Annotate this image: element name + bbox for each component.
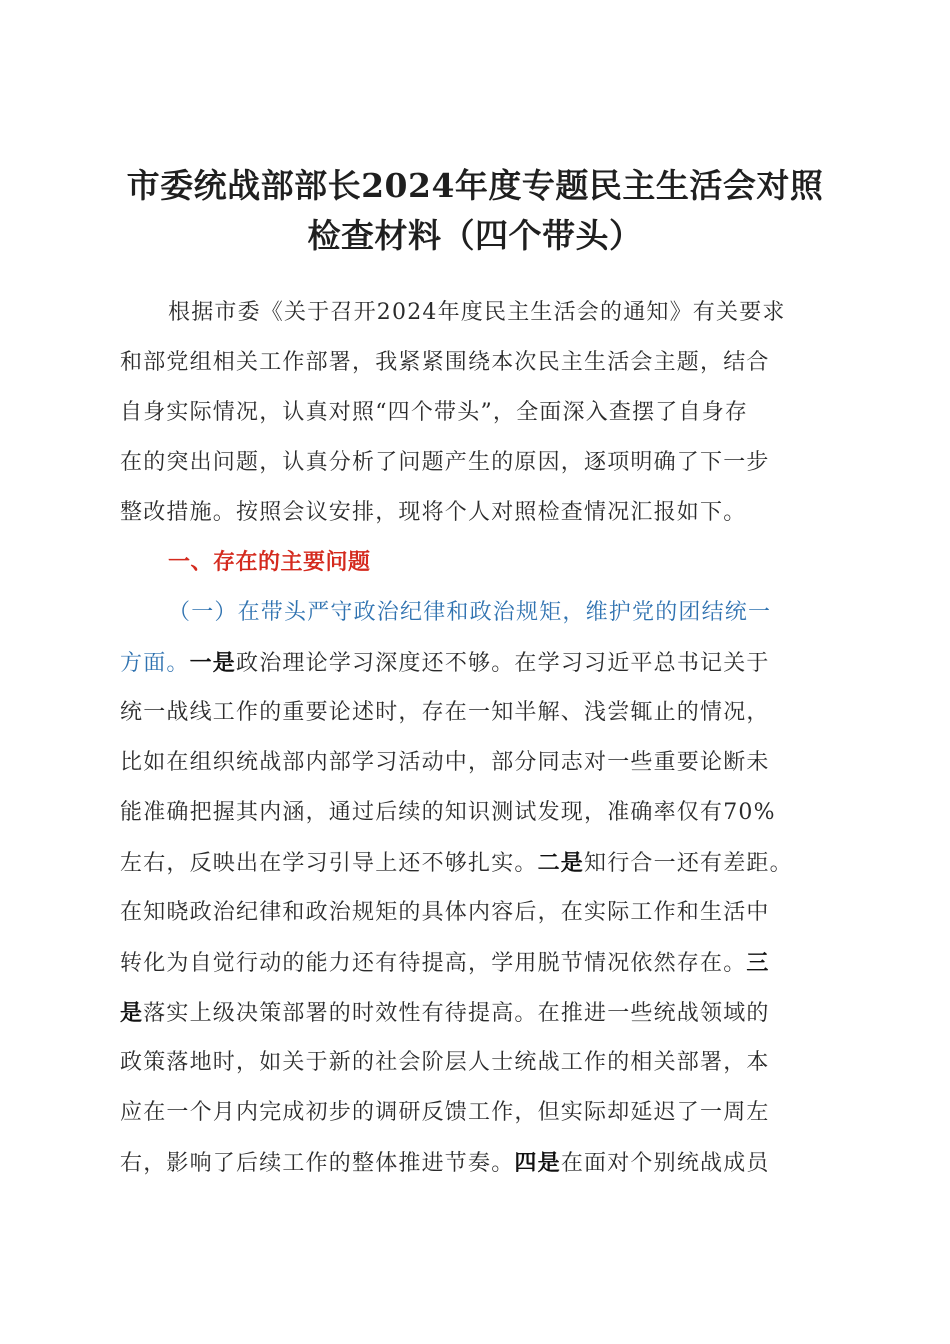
intro-line-2: 和部党组相关工作部署，我紧紧围绕本次民主生活会主题，结合	[120, 350, 770, 375]
intro-line-5: 整改措施。按照会议安排，现将个人对照检查情况汇报如下。	[120, 500, 747, 525]
body-line-16	[120, 848, 832, 878]
subsection-heading-line-2: 方面。	[120, 651, 190, 676]
subsection-heading-line-1: （一）在带头严守政治纪律和政治规矩，维护党的团结统一	[168, 600, 772, 625]
point-marker-2: 二是	[537, 850, 585, 876]
body-line-22	[120, 1148, 832, 1178]
body-line-21: 应在一个月内完成初步的调研反馈工作，但实际却延迟了一周左	[120, 1100, 770, 1125]
body-line-20: 政策落地时，如关于新的社会阶层人士统战工作的相关部署，本	[120, 1050, 770, 1075]
point-marker-4: 四是	[514, 1150, 561, 1176]
body-text: 知行合一还有差距。	[584, 851, 793, 876]
point-marker-3a: 三	[746, 950, 770, 976]
point-marker-1: 一是	[189, 650, 237, 676]
document-title-line-2: 检查材料（四个带头）	[307, 216, 643, 255]
body-text: 左右，反映出在学习引导上还不够扎实。	[120, 851, 538, 876]
body-line-14: 比如在组织统战部内部学习活动中，部分同志对一些重要论断未	[120, 750, 770, 775]
body-text: 右，影响了后续工作的整体推进节奏。	[120, 1151, 515, 1176]
body-text: 在面对个别统战成员	[560, 1151, 770, 1176]
body-text: 转化为自觉行动的能力还有待提高，学用脱节情况依然存在。	[120, 951, 747, 976]
body-line-18	[120, 948, 832, 978]
body-text: 落实上级决策部署的时效性有待提高。在推进一些统战领域的	[143, 1001, 770, 1026]
intro-line-3: 自身实际情况，认真对照“四个带头”，全面深入查摆了自身存	[120, 400, 749, 425]
point-marker-3b: 是	[120, 1000, 144, 1026]
section-heading-main-problems: 一、存在的主要问题	[168, 550, 371, 575]
body-line-17: 在知晓政治纪律和政治规矩的具体内容后，在实际工作和生活中	[120, 900, 770, 925]
body-line-12	[120, 648, 832, 678]
intro-line-1: 根据市委《关于召开2024年度民主生活会的通知》有关要求	[168, 300, 786, 325]
intro-line-4: 在的突出问题，认真分析了问题产生的原因，逐项明确了下一步	[120, 450, 770, 475]
body-line-13: 统一战线工作的重要论述时，存在一知半解、浅尝辄止的情况，	[120, 700, 770, 725]
body-text: 政治理论学习深度还不够。在学习习近平总书记关于	[236, 651, 770, 676]
document-title-line-1: 市委统战部部长2024年度专题民主生活会对照	[126, 166, 824, 205]
body-line-15: 能准确把握其内涵，通过后续的知识测试发现，准确率仅有70%	[120, 800, 776, 825]
body-line-19	[120, 998, 832, 1028]
